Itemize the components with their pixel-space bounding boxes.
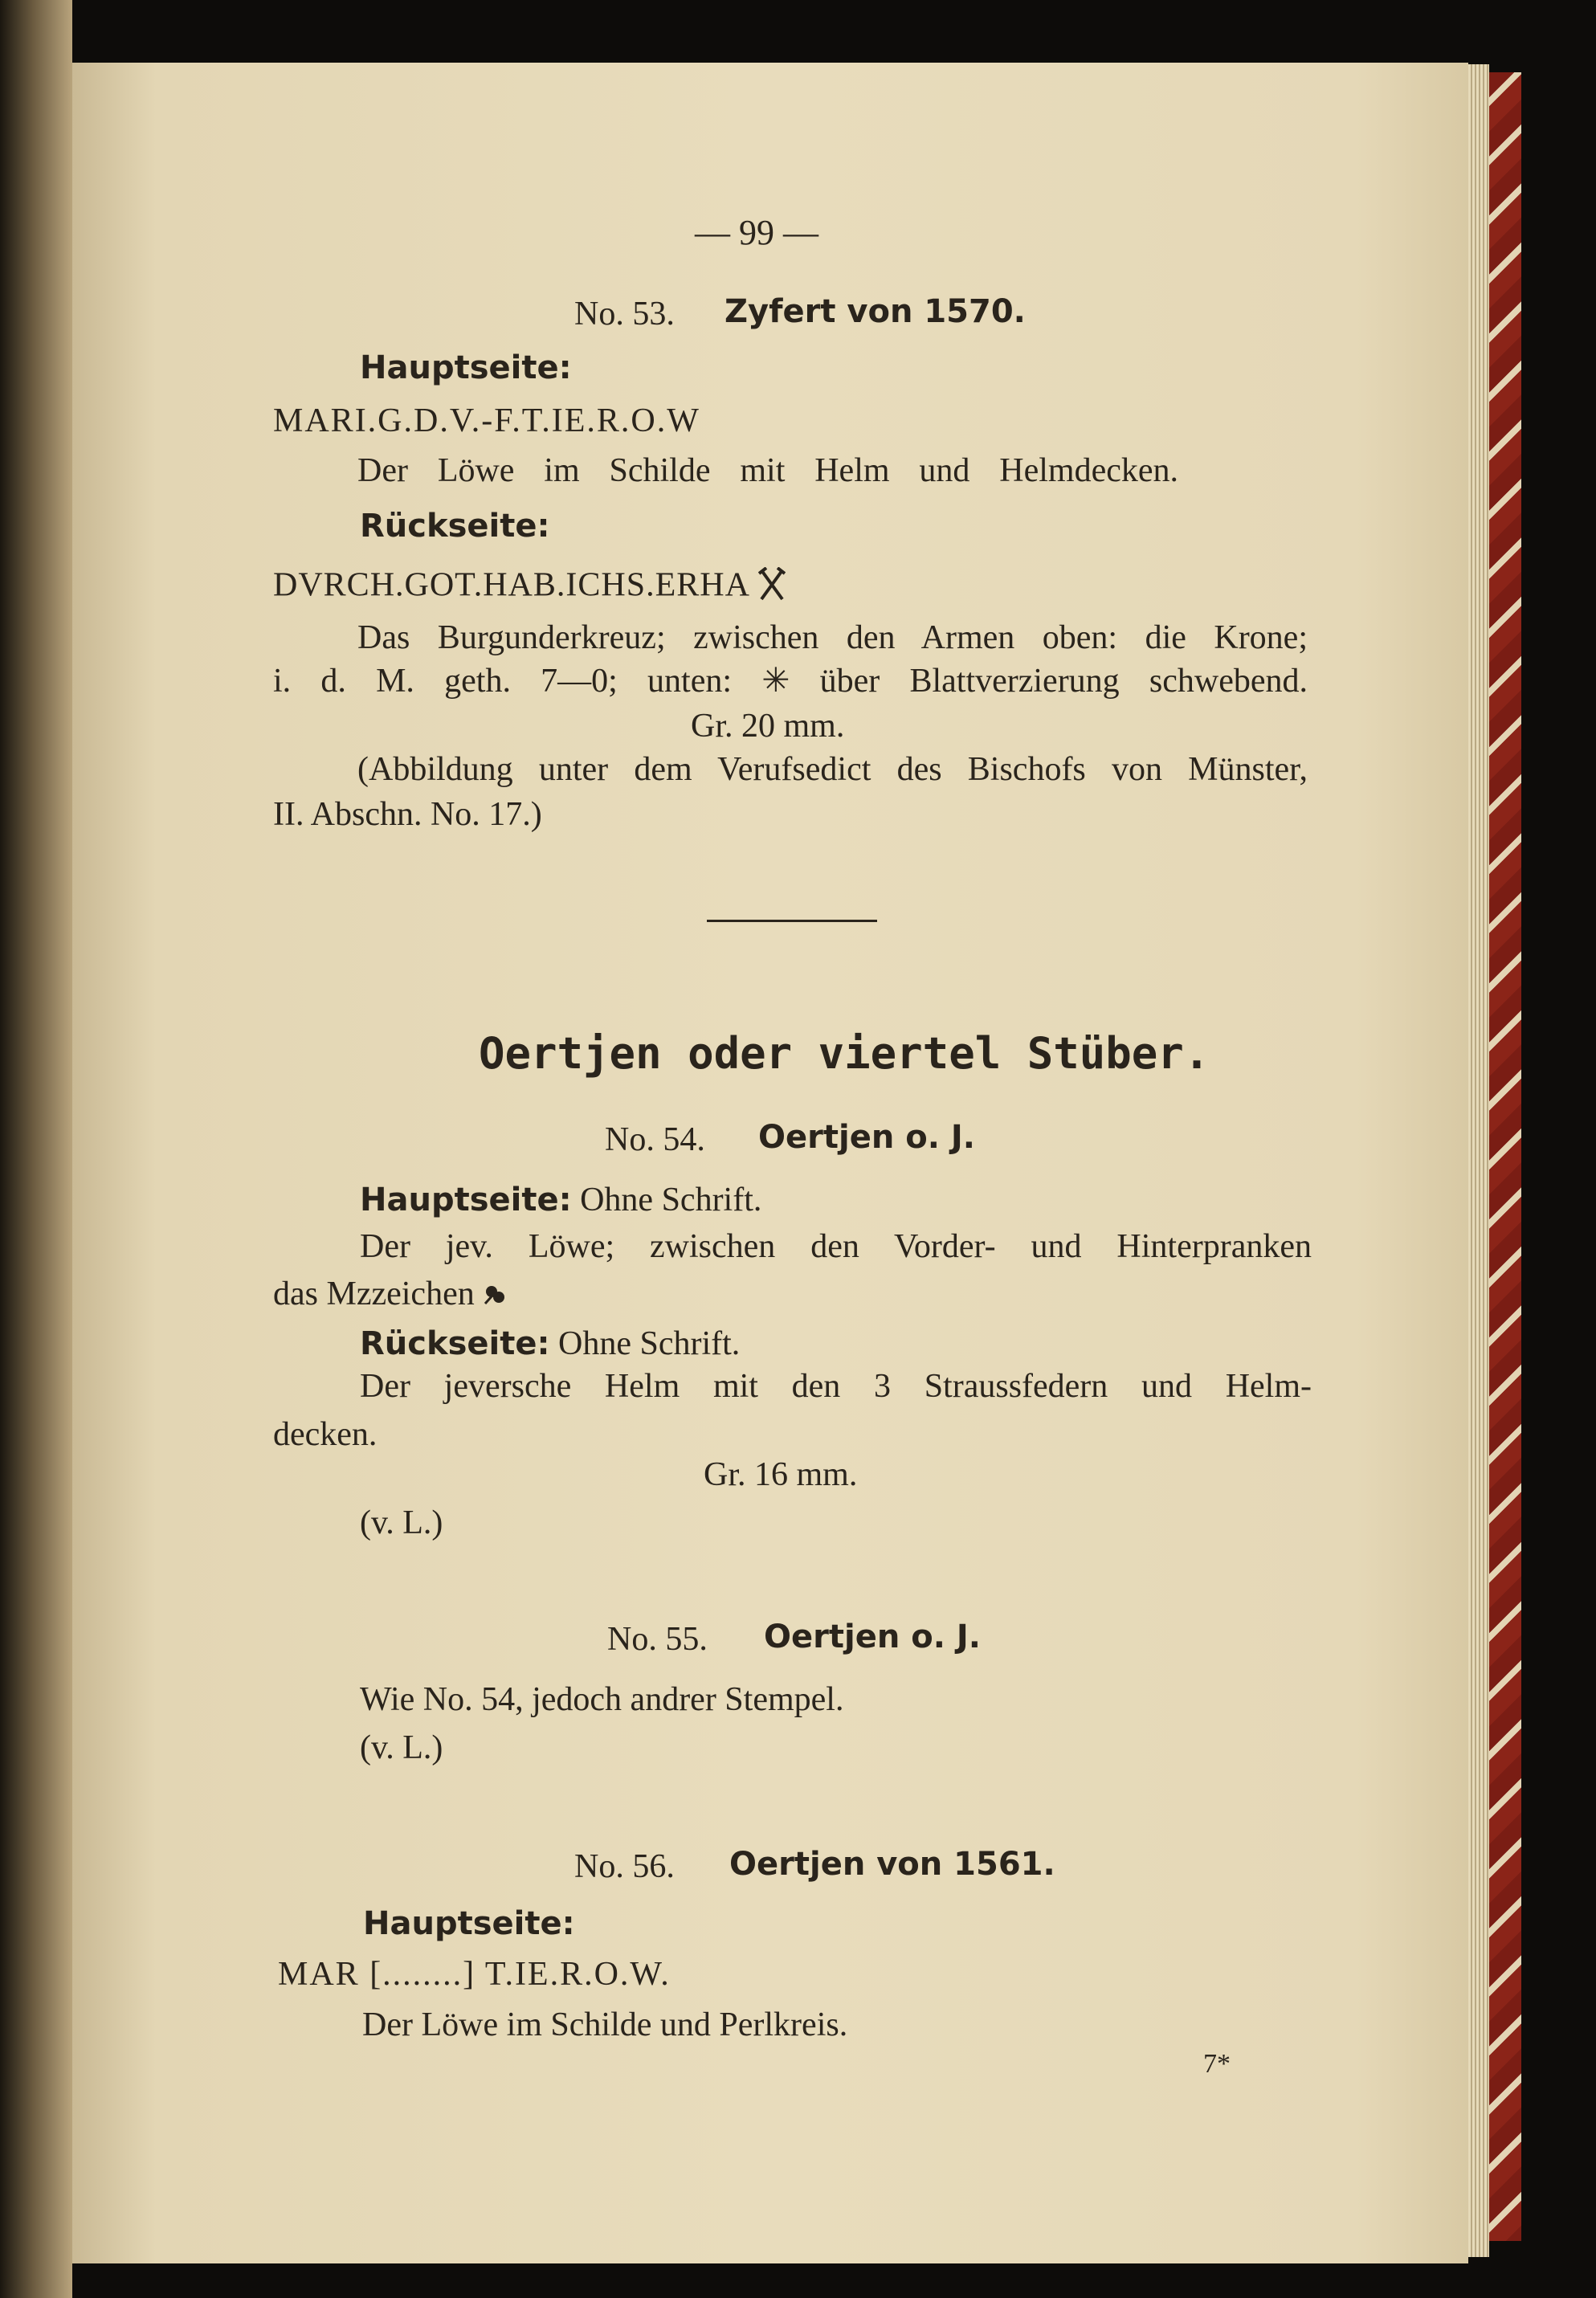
entry-54-title: Oertjen o. J. (758, 1119, 975, 1156)
entry-55-desc: Wie No. 54, jedoch andrer Stempel. (360, 1681, 844, 1718)
section-title: Oertjen oder viertel Stüber. (479, 1028, 1210, 1079)
entry-53-ref-line2: II. Abschn. No. 17.) (273, 796, 542, 833)
section-divider (707, 920, 877, 922)
page-number: — 99 — (695, 213, 818, 252)
entry-55-title: Oertjen o. J. (764, 1618, 981, 1655)
entry-53-hauptseite-legend: MARI.G.D.V.-F.T.IE.R.O.W (273, 402, 700, 439)
entry-56-hauptseite-label: Hauptseite: (363, 1905, 575, 1942)
entry-56-number: No. 56. (574, 1848, 675, 1885)
entry-54-number: No. 54. (605, 1121, 705, 1158)
entry-54-hauptseite-text: Ohne Schrift. (580, 1182, 762, 1218)
left-page-edge (0, 0, 72, 2298)
entry-53-rueckseite-legend: DVRCH.GOT.HAB.ICHS.ERHA (273, 566, 750, 604)
entry-53-desc-line1: Das Burgunderkreuz; zwischen den Armen oben: die Krone; (357, 619, 1308, 656)
entry-54-desc2-line2: decken. (273, 1416, 378, 1453)
entry-54-rueckseite-row (360, 1327, 740, 1361)
entry-54-desc-line1: Der jev. Löwe; zwischen den Vorder- und Hinterpranken (360, 1228, 1312, 1265)
entry-53-hauptseite-desc: Der Löwe im Schilde mit Helm und Helmdecken. (357, 452, 1178, 489)
entry-54-hauptseite-label: Hauptseite: (360, 1182, 572, 1218)
crossed-hammers-icon (758, 567, 786, 609)
mintmark-icon (483, 1280, 507, 1313)
entry-54-hauptseite-row (360, 1183, 761, 1217)
entry-56-desc: Der Löwe im Schilde und Perlkreis. (362, 2006, 848, 2043)
entry-54-size: Gr. 16 mm. (704, 1456, 858, 1493)
entry-54-rueckseite-text: Ohne Schrift. (557, 1325, 741, 1362)
entry-55-number: No. 55. (607, 1621, 708, 1658)
entry-53-rueckseite-label: Rückseite: (360, 508, 550, 545)
book-page (72, 63, 1468, 2263)
entry-54-desc2-line1: Der jeversche Helm mit den 3 Straussfedern und Helm- (360, 1368, 1312, 1405)
entry-54-desc-line2-row (273, 1277, 507, 1313)
entry-54-ref: (v. L.) (360, 1504, 443, 1541)
entry-56-legend: MAR [........] T.IE.R.O.W. (278, 1956, 671, 1993)
entry-56-title: Oertjen von 1561. (729, 1846, 1055, 1883)
page-edges (1468, 64, 1489, 2257)
entry-53-ref-line1: (Abbildung unter dem Verufsedict des Bischofs von Münster, (357, 751, 1308, 788)
entry-53-desc-line2: i. d. M. geth. 7—0; unten: ✳ über Blattverzierung schwebend. (273, 663, 1308, 700)
entry-53-title: Zyfert von 1570. (725, 293, 1026, 330)
entry-53-size: Gr. 20 mm. (691, 708, 845, 745)
entry-53-number: No. 53. (574, 296, 675, 333)
entry-55-ref: (v. L.) (360, 1729, 443, 1766)
signature-mark: 7* (1203, 2049, 1231, 2079)
entry-53-rueckseite-row (273, 567, 786, 609)
entry-54-desc-line2: das Mzzeichen (273, 1276, 475, 1312)
binding-cloth (1489, 72, 1521, 2241)
entry-54-rueckseite-label: Rückseite: (360, 1325, 550, 1362)
entry-53-hauptseite-label: Hauptseite: (360, 349, 572, 386)
